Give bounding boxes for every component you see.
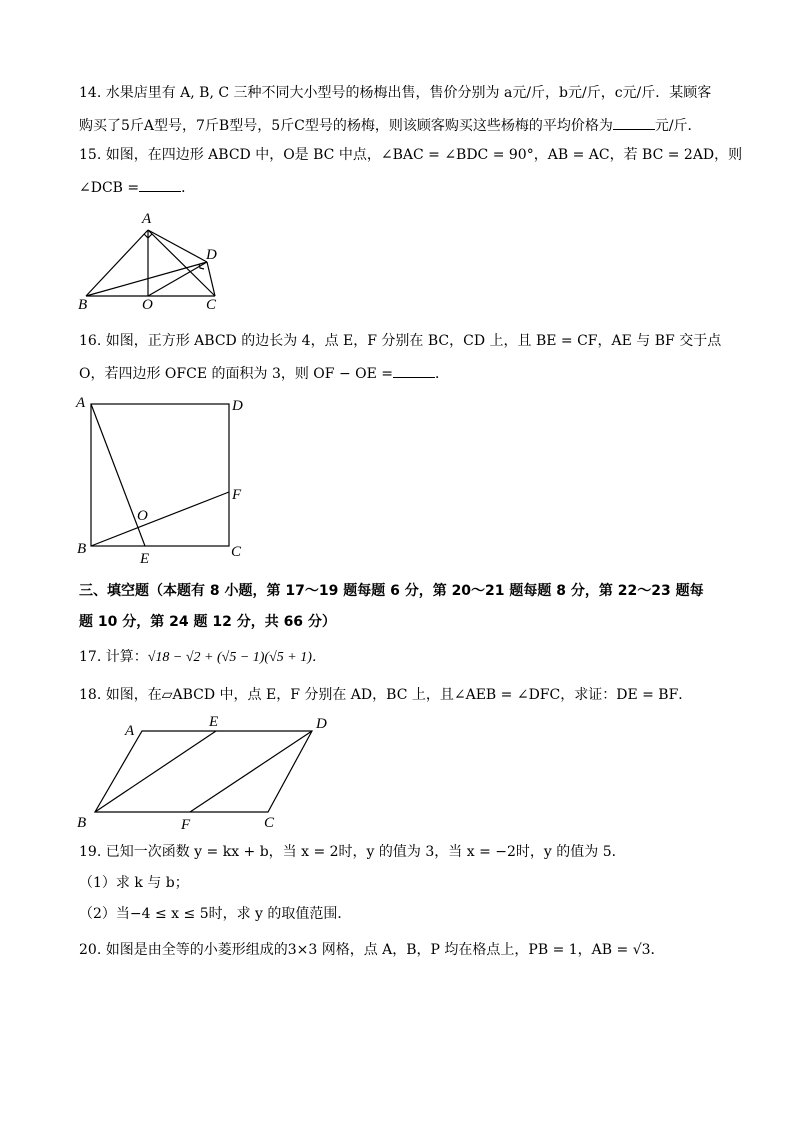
q15-answer-blank[interactable]: [139, 177, 181, 192]
q16-line2-text: O，若四边形 OFCE 的面积为 3，则 OF − OE =: [79, 366, 394, 382]
q16-answer-blank[interactable]: [393, 363, 435, 378]
q16-line1: 16. 如图，正方形 ABCD 的边长为 4，点 E，F 分别在 BC，CD 上，且 BE = CF，AE 与 BF 交于点: [79, 333, 722, 349]
q20-line1: 20. 如图是由全等的小菱形组成的3×3 网格，点 A，B，P 均在格点上，PB = 1，AB = √3．: [79, 942, 665, 958]
q14-line1: 14. 水果店里有 A, B, C 三种不同大小型号的杨梅出售，售价分别为 a元/斤，b元/斤，c元/斤．某顾客: [79, 85, 712, 101]
q16-label-O: O: [137, 508, 148, 524]
q16-label-D: D: [232, 398, 243, 414]
q16-label-B: B: [77, 541, 87, 557]
q19-part1: （1）求 k 与 b；: [79, 875, 189, 891]
q18-line1: 18. 如图，在▱ABCD 中，点 E，F 分别在 AD，BC 上，且∠AEB = ∠DFC，求证：DE = BF．: [79, 687, 693, 703]
q18-label-D: D: [316, 716, 327, 732]
q16-line2-suffix: ．: [435, 366, 450, 382]
q15-line2-suffix: ．: [181, 180, 196, 196]
q15-label-B: B: [78, 297, 88, 313]
q15-line2: [79, 177, 195, 197]
q16-line2: [79, 363, 449, 383]
q15-label-A: A: [142, 211, 152, 227]
q14-line2: [79, 115, 702, 135]
q14-answer-blank[interactable]: [613, 115, 655, 130]
section3-header-line1: 三、填空题（本题有 8 小题，第 17～19 题每题 6 分，第 20～21 题每题 8 分，第 22～23 题每: [79, 583, 704, 599]
q18-label-B: B: [77, 815, 87, 831]
section3-header-line2: 题 10 分，第 24 题 12 分，共 66 分）: [79, 614, 336, 630]
q19-part2: （2）当−4 ≤ x ≤ 5时，求 y 的取值范围．: [79, 906, 352, 922]
q18-label-C: C: [264, 815, 275, 831]
q15-label-O: O: [142, 297, 153, 313]
q16-label-C: C: [231, 544, 242, 560]
q15-label-D: D: [206, 247, 217, 263]
q17-line: [79, 648, 326, 667]
q15-line2-text: ∠DCB =: [79, 180, 140, 196]
q18-label-F: F: [181, 817, 191, 833]
q19-line1: 19. 已知一次函数 y = kx + b，当 x = 2时，y 的值为 3，当 x = −2时，y 的值为 5．: [79, 844, 626, 860]
q15-line1: 15. 如图，在四边形 ABCD 中，O是 BC 中点，∠BAC = ∠BDC = 90°，AB = AC，若 BC = 2AD，则: [79, 147, 743, 163]
q16-label-E: E: [140, 551, 150, 567]
q16-label-A: A: [76, 395, 86, 411]
q15-label-C: C: [206, 297, 217, 313]
q18-label-A: A: [125, 723, 135, 739]
q17-prefix: 17. 计算：: [79, 649, 148, 665]
q16-label-F: F: [232, 487, 242, 503]
q14-line2-suffix: 元/斤．: [654, 118, 702, 134]
q18-label-E: E: [209, 714, 219, 730]
q14-line2-text: 购买了5斤A型号，7斤B型号，5斤C型号的杨梅，则该顾客购买这些杨梅的平均价格为: [79, 118, 613, 134]
q17-expression: √18 − √2 + (√5 − 1)(√5 + 1)．: [147, 650, 326, 665]
